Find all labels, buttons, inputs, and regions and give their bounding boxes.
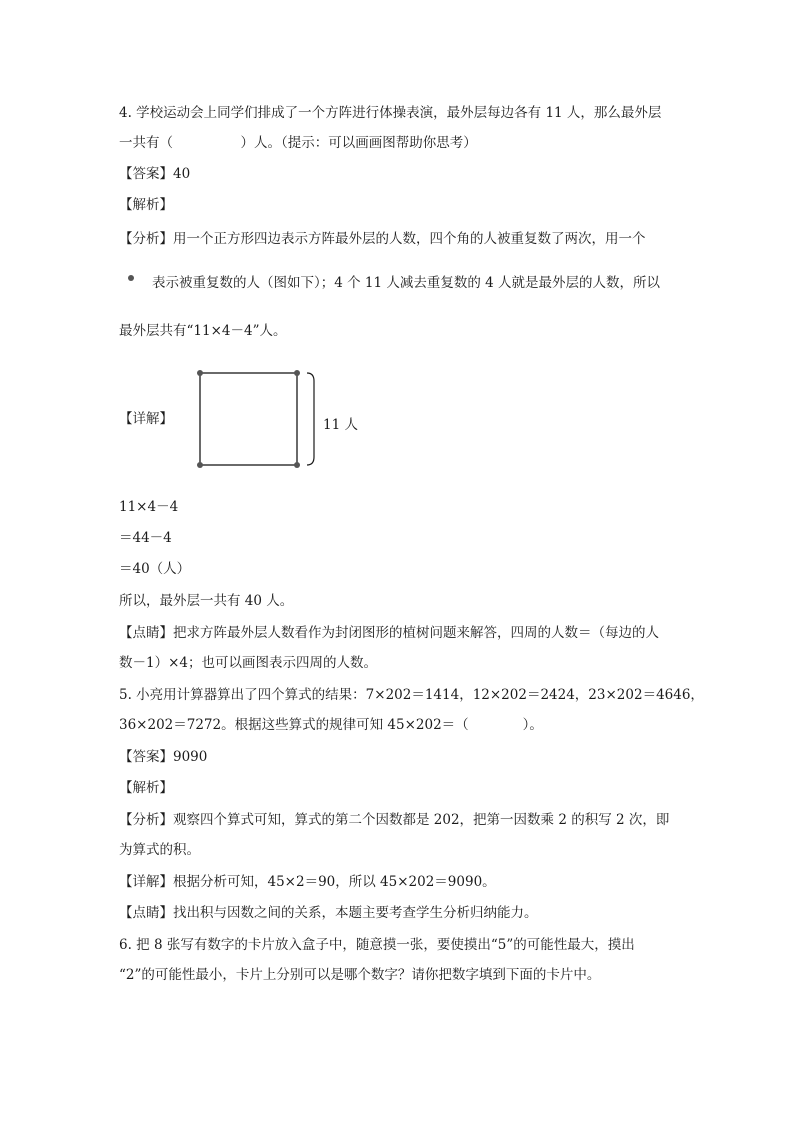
- q5-analysis-line2: 为算式的积。: [119, 842, 200, 858]
- q5-jiexi-heading: 【解析】: [119, 780, 173, 796]
- q4-dianjing-line2: 数－1）×4；也可以画图表示四周的人数。: [119, 655, 377, 671]
- side-brace: [307, 373, 314, 465]
- corner-dot-bottom-left: [197, 462, 203, 468]
- q4-analysis-line3: 最外层共有“11×4－4”人。: [119, 323, 287, 339]
- square-outline: [200, 373, 297, 465]
- q4-analysis-line2: 表示被重复数的人（图如下）；4 个 11 人减去重复数的 4 人就是最外层的人数，所以: [152, 275, 661, 291]
- q4-jiexi-heading: 【解析】: [119, 197, 173, 213]
- side-count-label: 11 人: [323, 417, 358, 433]
- q4-detail-label: 【详解】: [119, 411, 173, 427]
- q4-dianjing-line1: 【点睛】把求方阵最外层人数看作为封闭图形的植树问题来解答，四周的人数＝（每边的人: [119, 625, 659, 641]
- corner-dot-icon: [128, 275, 134, 281]
- corner-dot-top-right: [294, 370, 300, 376]
- q6-question-line2: “2”的可能性最小，卡片上分别可以是哪个数字？请你把数字填到下面的卡片中。: [119, 967, 601, 983]
- q5-question-line1: 5. 小亮用计算器算出了四个算式的结果：7×202＝1414，12×202＝2424，23×202＝4646，: [119, 687, 704, 703]
- q5-answer: 【答案】9090: [119, 749, 208, 765]
- q4-question-line1: 4. 学校运动会上同学们排成了一个方阵进行体操表演，最外层每边各有 11 人，那么最外层: [119, 105, 662, 121]
- q4-calc-line3: ＝40（人）: [119, 561, 191, 577]
- q5-detail: 【详解】根据分析可知，45×2＝90，所以 45×202＝9090。: [119, 874, 496, 890]
- q4-conclusion: 所以，最外层一共有 40 人。: [119, 593, 294, 609]
- q4-calc-line1: 11×4－4: [119, 499, 179, 515]
- q4-calc-line2: ＝44－4: [119, 530, 172, 546]
- q5-question-line2: 36×202＝7272。根据这些算式的规律可知 45×202＝（ ）。: [119, 717, 543, 733]
- q4-answer: 【答案】40: [119, 166, 191, 182]
- q6-question-line1: 6. 把 8 张写有数字的卡片放入盒子中，随意摸一张，要使摸出“5”的可能性最大，摸出: [119, 937, 635, 953]
- q4-analysis-line1: 【分析】用一个正方形四边表示方阵最外层的人数，四个角的人被重复数了两次，用一个: [119, 231, 646, 247]
- corner-dot-top-left: [197, 370, 203, 376]
- corner-dot-bottom-right: [294, 462, 300, 468]
- q4-question-line2: 一共有（ ）人。（提示：可以画画图帮助你思考）: [119, 135, 477, 151]
- q5-dianjing: 【点睛】找出积与因数之间的关系，本题主要考查学生分析归纳能力。: [119, 905, 538, 921]
- q5-analysis-line1: 【分析】观察四个算式可知，算式的第二个因数都是 202，把第一因数乘 2 的积写 2 次，即: [119, 812, 670, 828]
